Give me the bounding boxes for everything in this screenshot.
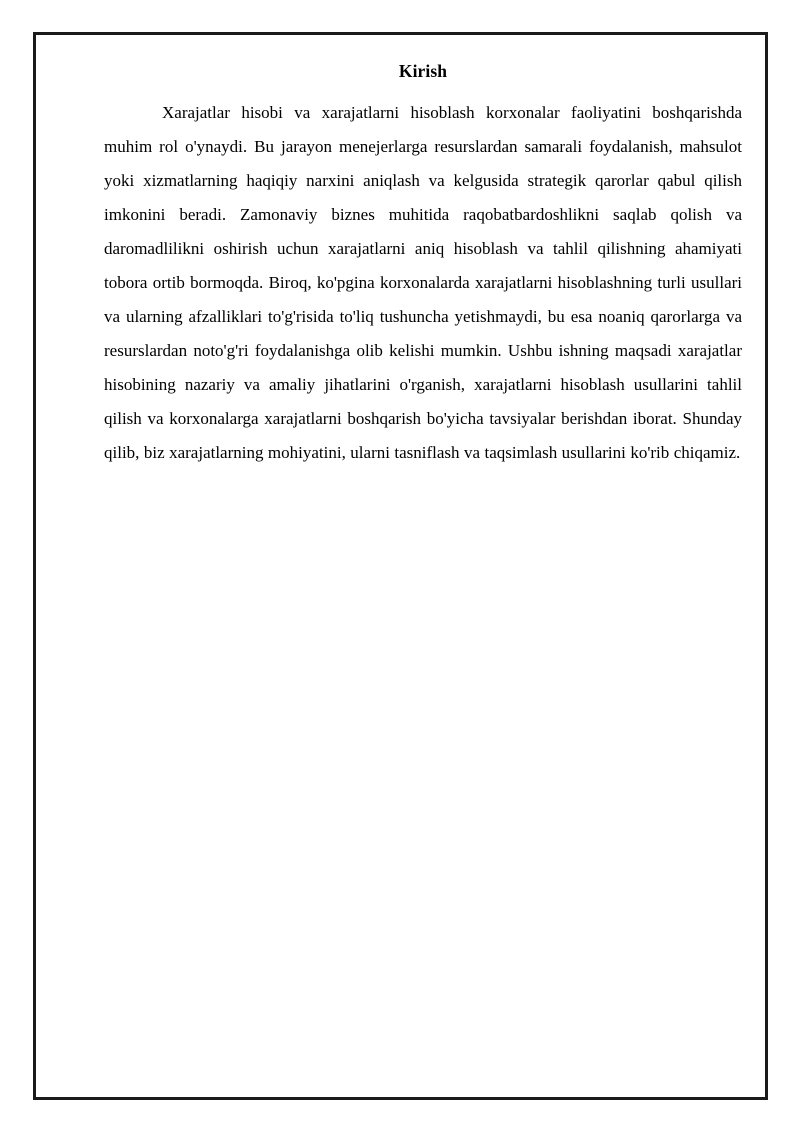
page-title: Kirish <box>398 61 448 81</box>
body-paragraph: Xarajatlar hisobi va xarajatlarni hisoblash korxonalar faoliyatini boshqarishda muhim rol o'ynaydi. Bu jarayon menejerlarga resurslardan samarali foydalanish, mahsulot yoki xizmatlarning haqiqiy narxini aniqlash va kelgusida strategik qarorlar qabul qilish imkonini beradi. Zamonaviy biznes muhitida raqobatbardoshlikni saqlab qolish va daromadlilikni oshirish uchun xarajatlarni aniq hisoblash va tahlil qilishning ahamiyati tobora ortib bormoqda. Biroq, ko'pgina korxonalarda xarajatlarni hisoblashning turli usullari va ularning afzalliklari to'g'risida to'liq tushuncha yetishmaydi, bu esa noaniq qarorlarga va resurslardan noto'g'ri foydalanishga olib kelishi mumkin. Ushbu ishning maqsadi xarajatlar hisobining nazariy va amaliy jihatlarini o'rganish, xarajatlarni hisoblash usullarini tahlil qilish va korxonalarga xarajatlarni boshqarish bo'yicha tavsiyalar berishdan iborat. Shunday qilib, biz xarajatlarning mohiyatini, ularni tasniflash va taqsimlash usullarini ko'rib chiqamiz. <box>104 103 742 462</box>
document-page <box>33 32 768 1100</box>
document-text-block <box>104 61 742 470</box>
